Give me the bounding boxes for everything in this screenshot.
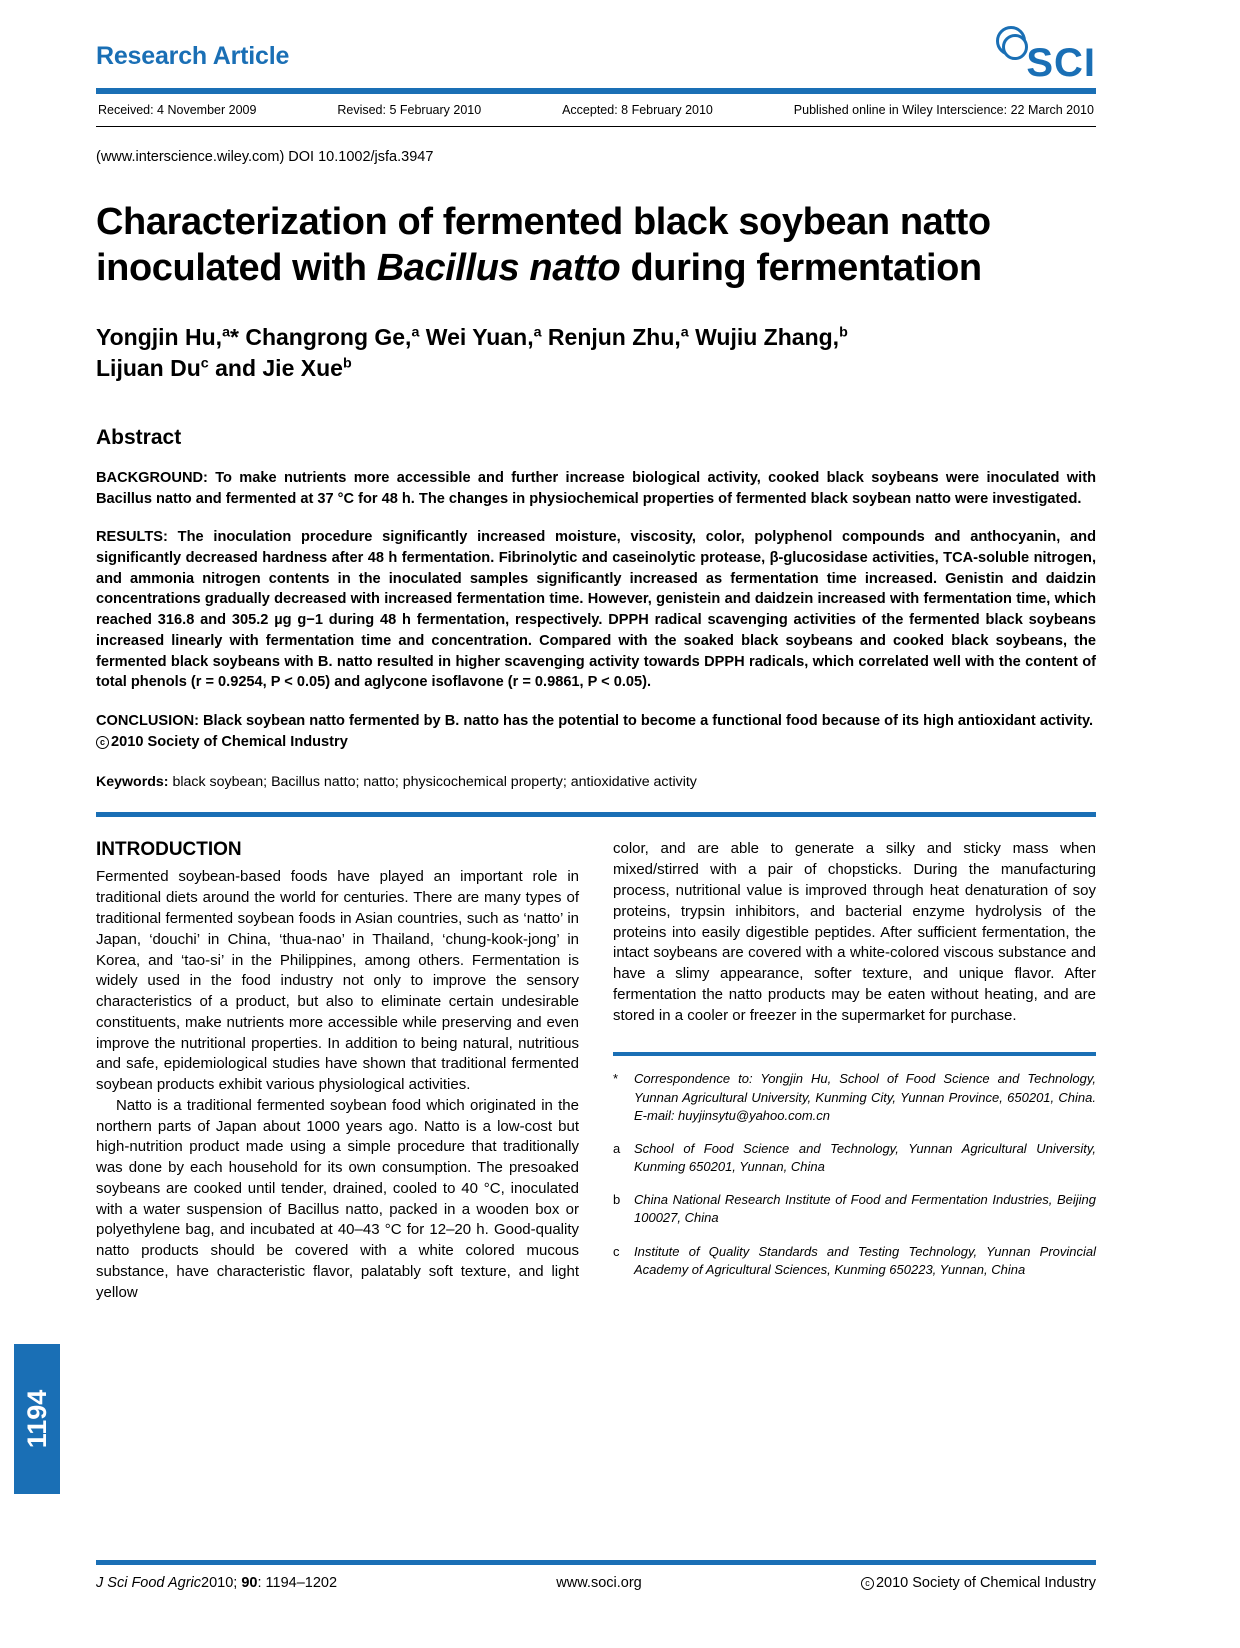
footnote-item xyxy=(613,1243,1096,1279)
date-received: Received: 4 November 2009 xyxy=(98,103,257,117)
footnote-text: Institute of Quality Standards and Testing Technology, Yunnan Provincial Academy of Agricultural Sciences, Kunming 650223, Yunnan, China xyxy=(634,1243,1096,1277)
footer-row xyxy=(96,1565,1096,1591)
title-part-1: Characterization of fermented black soybean natto inoculated with xyxy=(96,201,991,290)
logo-text: SCI xyxy=(1026,41,1096,85)
abstract-background: BACKGROUND: To make nutrients more accessible and further increase biological activity, cooked black soybeans were inoculated with Bacillus natto and fermented at 37 °C for 48 h. The changes in physiochemical properties of fermented black soybean natto were investigated. xyxy=(96,469,1096,507)
footer-year: 2010; xyxy=(201,1575,242,1591)
footnote-mark: b xyxy=(613,1192,621,1208)
keywords-line xyxy=(96,774,1096,790)
footnote-text: China National Research Institute of Food and Fermentation Industries, Beijing 100027, China xyxy=(634,1192,1096,1226)
abstract-copyright: 2010 Society of Chemical Industry xyxy=(111,733,348,750)
footer-copyright-text: 2010 Society of Chemical Industry xyxy=(875,1575,1096,1591)
date-published: Published online in Wiley Interscience: 22 March 2010 xyxy=(793,103,1094,117)
footnote-mark: a xyxy=(613,1140,621,1156)
date-revised: Revised: 5 February 2010 xyxy=(337,103,482,117)
abstract-conclusion xyxy=(96,711,1096,752)
author-list xyxy=(96,322,1096,384)
page-header xyxy=(96,0,1096,88)
footnote-text: Correspondence to: Yongjin Hu, School of Food Science and Technology, Yunnan Agricultural University, Kunming City, Yunnan Province, 650201, China. E-mail: huyjinsytu@yahoo.com.cn xyxy=(634,1071,1096,1123)
footnote-item xyxy=(613,1191,1096,1227)
abstract-bottom-rule xyxy=(96,812,1096,817)
page-number-tab xyxy=(14,1344,60,1494)
body-columns xyxy=(96,839,1096,1303)
author-line-1: Yongjin Hu,$^a$* Changrong Ge,$^a$ Wei Yuan,$^a$ Renjun Zhu,$^a$ Wujiu Zhang,$^b$ xyxy=(96,323,848,350)
footer-volume: 90 xyxy=(241,1575,258,1591)
footnote-text: School of Food Science and Technology, Yunnan Agricultural University, Kunming 650201, Yunnan, China xyxy=(634,1140,1096,1175)
page-footer xyxy=(96,1560,1096,1591)
intro-paragraph-3: color, and are able to generate a silky and sticky mass when mixed/stirred with a pair of chopsticks. During the manufacturing process, nutritional value is improved through heat denaturation of soy proteins, trypsin inhibitors, and bacterial enzyme hydrolysis of the proteins into easily digestible peptides. After sufficient fermentation, the intact soybeans are covered with a white-colored viscous substance and have a slimy appearance, softer texture, and unique flavor. After fermentation the natto products may be eaten without heating, and are stored in a cooler or freezer in the supermarket for purchase. xyxy=(613,840,1096,1024)
page-title xyxy=(96,199,1096,292)
title-italic-species: Bacillus natto xyxy=(376,247,621,290)
abstract-results: RESULTS: The inoculation procedure significantly increased moisture, viscosity, color, polyphenol compounds and anthocyanin, and significantly decreased hardness after 48 h fermentation. Fibrinolytic and caseinolytic protease, β-glucosidase activities, TCA-soluble nitrogen, and ammonia nitrogen contents in the inoculated samples significantly increased as fermentation time increased. Genistin and daidzin concentrations gradually decreased with increased fermentation time. However, genistein and daidzein increased with fermentation time, which reached 316.8 and 305.2 µg g−1 during 48 h fermentation, respectively. DPPH radical scavenging activities of the fermented black soybeans increased linearly with fermentation time and concentration. Compared with the soaked black soybeans and cooked black soybeans, the fermented black soybeans with B. natto resulted in higher scavenging activity towards DPPH radicals, which correlated well with the content of total phenols (r = 0.9254, P < 0.05) and aglycone isoflavone (r = 0.9861, P < 0.05). xyxy=(96,529,1096,691)
abstract-conclusion-text: CONCLUSION: Black soybean natto fermented by B. natto has the potential to become a functional food because of its high antioxidant activity. xyxy=(96,713,1094,729)
footer-journal: J Sci Food Agric xyxy=(96,1575,202,1591)
keywords-text: black soybean; Bacillus natto; natto; physicochemical property; antioxidative activity xyxy=(172,774,697,791)
date-accepted: Accepted: 8 February 2010 xyxy=(562,103,713,117)
footnote-mark: * xyxy=(613,1071,619,1087)
copyright-icon: c xyxy=(96,736,109,749)
footnote-rule xyxy=(613,1052,1096,1056)
footnote-mark: c xyxy=(613,1243,620,1259)
doi-line[interactable]: (www.interscience.wiley.com) DOI 10.1002/jsfa.3947 xyxy=(96,149,434,165)
abstract-heading: Abstract xyxy=(96,425,182,449)
footer-pages: : 1194–1202 xyxy=(257,1575,338,1591)
intro-paragraph-1: Fermented soybean-based foods have played an important role in traditional diets around the world for centuries. There are many types of traditional fermented soybean foods in Asian countries, such as ‘natto’ in Japan, ‘douchi’ in China, ‘thua-nao’ in Thailand, ‘chung-kook-jong’ in Korea, and ‘tao-si’ in the Philippines, among others. Fermentation is widely used in the food industry not only to improve the sensory characteristics of a product, but also to eliminate certain undesirable constituents, make nutrients more accessible while preserving and even improve the nutritional properties. In addition to being natural, nutritious and safe, epidemiological studies have shown that traditional fermented soybean products exhibit various physiological activities. xyxy=(96,868,579,1094)
footer-citation xyxy=(96,1575,337,1591)
article-type-label: Research Article xyxy=(96,42,290,70)
keywords-label: Keywords: xyxy=(96,774,169,791)
publication-dates xyxy=(96,94,1096,126)
author-line-2: Lijuan Du$^c$ and Jie Xue$^b$ xyxy=(96,354,352,381)
footnote-item xyxy=(613,1070,1096,1125)
sci-logo xyxy=(986,26,1096,88)
copyright-icon: c xyxy=(861,1577,874,1590)
footer-copyright xyxy=(861,1575,1096,1591)
intro-paragraph-2: Natto is a traditional fermented soybean food which originated in the northern parts of Japan about 1000 years ago. Natto is a low-cost but high-nutrition product made using a simple procedure that traditionally was done by each household for its own consumption. The presoaked soybeans are cooked until tender, drained, cooled to 40 °C, inoculated with a water suspension of Bacillus natto, packed in a wooden box or polyethylene bag, and incubated at 40–43 °C for 12–20 h. Good-quality natto products should be covered with a white colored mucous substance, have characteristic flavor, palatably soft texture, and light yellow xyxy=(96,1096,579,1301)
right-column xyxy=(613,839,1096,1303)
page-content xyxy=(96,0,1096,1304)
introduction-heading: INTRODUCTION xyxy=(96,839,242,861)
footnote-block xyxy=(613,1070,1096,1279)
left-column xyxy=(96,839,579,1303)
footer-url[interactable]: www.soci.org xyxy=(556,1575,642,1591)
title-part-2: during fermentation xyxy=(620,247,982,290)
logo-ring-inner-icon xyxy=(1002,34,1028,60)
page-number: 1194 xyxy=(22,1389,52,1449)
footnote-item xyxy=(613,1140,1096,1176)
